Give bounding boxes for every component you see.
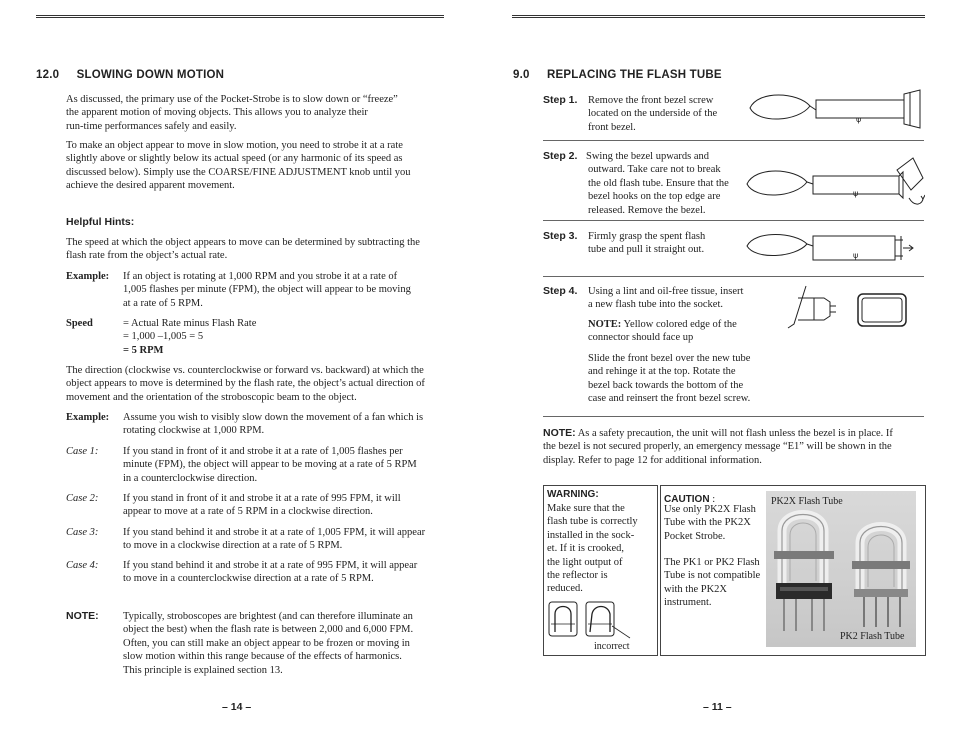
text-line: If you stand behind it and strobe it at a rate of 1,005 FPM, it will appear [123,527,426,538]
text-line: Remove the front bezel screw [588,95,714,106]
helpful-hints-title: Helpful Hints: [66,216,135,228]
text-line: slightly above or slightly below its actual speed (or any harmonic of its speed as [66,153,403,165]
speed-result: = 5 RPM [123,344,164,356]
speed-formula [123,317,443,357]
text-line: with the PK2X [664,583,727,595]
svg-text:ψ: ψ [856,115,862,124]
text-line: achieve the desired apparent movement. [66,180,235,192]
left-note-text [123,610,443,677]
text-line: Slide the front bezel over the new tube [588,353,751,364]
step4-socket-illustration [784,284,914,334]
text-line: appear to move at a rate of 5 RPM in a clockwise direction. [123,506,373,518]
intro-paragraph-2 [66,139,446,193]
example1-label: Example: [66,271,110,282]
text-line: This principle is explained section 13. [123,664,283,676]
caution-title: CAUTION [664,494,710,505]
speed-line: = Actual Rate minus Flash Rate [123,318,257,329]
text-line: Assume you wish to visibly slow down the movement of a fan which is [123,412,424,423]
text-line: Use only PK2X Flash [664,504,756,515]
case4-text [123,559,443,586]
text-line: flash rate from the object’s actual rate. [66,250,228,262]
photo-label-pk2x: PK2X Flash Tube [771,496,843,507]
left-note-label: NOTE: [66,610,99,622]
photo-label-pk2: PK2 Flash Tube [840,631,905,642]
step3-divider [543,276,924,277]
right-note-text: As a safety precaution, the unit will not flash unless the bezel is in place. If [577,428,893,439]
text-line: discussed below). Simply use the COARSE/FINE ADJUSTMENT knob until you [66,166,411,178]
svg-text:ψ: ψ [853,189,859,198]
text-line: connector should face up [588,332,694,344]
flash-tube-photo [766,491,916,647]
text-line: in a counterclockwise direction. [123,472,258,484]
step2-divider [543,220,924,221]
text-line: minute (FPM), the object will appear to be moving at a rate of 5 RPM [123,459,417,471]
text-line: front bezel. [588,121,636,133]
incorrect-label: incorrect [594,641,630,652]
text-line: display. Refer to page 12 for additional information. [543,454,762,466]
text-line: Tube with the PK2X [664,517,751,529]
speed-label: Speed [66,318,93,329]
warning-text [547,502,655,596]
text-line: Often, you can still make an object appear to be frozen or moving in [123,637,410,649]
text-line: the light output of [547,556,623,568]
text-line: outward. Take care not to break [588,164,721,176]
right-note-label: NOTE: [543,427,576,439]
step4-note [588,318,768,345]
text-line: Pocket Strobe. [664,530,726,542]
case1-text [123,445,443,485]
right-page-number: – 11 – [703,701,732,713]
text-line: Make sure that the [547,503,625,514]
step4-note-label: NOTE: [588,319,622,330]
text-line: et. If it is crooked, [547,543,624,555]
right-section-number: 9.0 [513,69,530,81]
case3-text [123,526,443,553]
text-line: Firmly grasp the spent flash [588,231,706,242]
step1-strobe-illustration [748,86,923,132]
text-line: to move in a counterclockwise direction at a rate of 5 RPM. [123,573,374,585]
step4-paragraph [588,352,768,406]
step4-divider [543,416,924,417]
text-line: bezel back towards the bottom of the [588,379,744,391]
right-note [543,427,923,467]
step3-strobe-illustration [745,226,915,270]
right-section-heading [513,69,722,81]
text-line: If you stand in front of it and strobe it at a rate of 1,005 flashes per [123,446,403,457]
example1-text [123,270,443,310]
text-line: flash tube is correctly [547,516,638,528]
case2-label: Case 2: [66,493,99,504]
example2-label: Example: [66,412,110,423]
text-line: a new flash tube into the socket. [588,299,724,311]
intro-paragraph-1 [66,93,446,133]
text-line [543,427,923,440]
text-line: The direction (clockwise vs. counterclockwise or forward vs. backward) at which the [66,365,424,376]
warning-title: WARNING: [547,489,599,500]
flash-tube-comparison-icon [546,598,636,640]
text-line: 1,005 flashes per minute (FPM), the object will appear to be moving [123,284,411,296]
svg-text:ψ: ψ [853,251,859,260]
text-line: The speed at which the object appears to move can be determined by subtracting the [66,237,420,248]
flash-tube-photo-drawing [766,491,916,647]
text-line: slow motion within this range because of the effects of harmonics. [123,651,402,663]
hints-paragraph [66,236,446,263]
text-line: at a rate of 5 RPM. [123,297,203,309]
case2-text [123,492,443,519]
step2-label: Step 2. [543,150,578,162]
text-line: To make an object appear to move in slow motion, you need to strobe it at a rate [66,140,403,151]
text-line: and rehinge it at the top. Rotate the [588,366,736,378]
step4-text [588,285,768,312]
case3-label: Case 3: [66,527,99,538]
text-line: If you stand in front of it and strobe it at a rate of 995 FPM, it will [123,493,401,504]
text-line: The PK1 or PK2 Flash [664,557,760,568]
text-line: the bezel is not secured properly, an emergency message “E1” will be shown in the [543,441,892,453]
text-line: As discussed, the primary use of the Pocket-Strobe is to slow down or “freeze” [66,94,398,105]
text-line: Typically, stroboscopes are brightest (and can therefore illuminate an [123,611,413,622]
step3-label: Step 3. [543,230,578,242]
speed-line: = 1,000 –1,005 = 5 [123,331,204,343]
text-line: If an object is rotating at 1,000 RPM and you strobe it at a rate of [123,271,398,282]
text-line: run-time performances safely and easily. [66,120,237,132]
text-line [588,318,768,331]
text-line: tube and pull it straight out. [588,244,705,256]
text-line: Tube is not compatible [664,570,761,582]
text-line: the reflector is [547,570,608,582]
text-line: to move in a clockwise direction at a rate of 5 RPM. [123,540,343,552]
text-line: Swing the bezel upwards and [586,151,710,162]
text-line: case and reinsert the front bezel screw. [588,393,751,405]
step1-divider [543,140,924,141]
text-line: bezel hooks on the top edge are [588,191,721,203]
caution-text-2 [664,556,768,610]
step2-text [586,150,738,217]
text-line: released. Remove the bezel. [588,204,706,216]
text-line: object the best) when the flash rate is between 2,000 and 6,000 FPM. [123,624,414,636]
left-section-number: 12.0 [36,69,60,81]
left-section-title: SLOWING DOWN MOTION [76,69,225,81]
caution-text-1 [664,503,768,543]
text-line: If you stand behind it and strobe it at a rate of 995 FPM, it will appear [123,560,418,571]
caution-colon: : [709,494,716,505]
case1-label: Case 1: [66,446,99,457]
text-line: the old flash tube. Ensure that the [588,177,729,189]
left-top-rule [36,15,444,18]
step3-text [588,230,738,257]
text-line: object appears to move is determined by the flash rate, the object’s actual direction of [66,378,425,390]
text-line: reduced. [547,583,583,595]
step4-note-text: Yellow colored edge of the [623,319,737,330]
text-line: the apparent motion of moving objects. This allows you to analyze their [66,107,368,119]
text-line: located on the underside of the [588,108,718,120]
step1-label: Step 1. [543,94,578,106]
left-section-heading [36,69,224,81]
right-section-title: REPLACING THE FLASH TUBE [547,69,722,81]
step1-text [588,94,738,134]
text-line: instrument. [664,597,712,609]
step2-strobe-illustration [745,150,925,214]
text-line: installed in the sock- [547,529,635,541]
example2-text [123,411,443,438]
text-line: Using a lint and oil-free tissue, insert [588,286,744,297]
text-line: movement and the orientation of the stroboscopic beam to the object. [66,391,357,403]
step4-label: Step 4. [543,285,578,297]
case4-label: Case 4: [66,560,99,571]
text-line: rotating clockwise at 1,000 RPM. [123,425,265,437]
left-page-number: – 14 – [222,701,252,713]
right-top-rule [512,15,925,18]
direction-paragraph [66,364,446,404]
